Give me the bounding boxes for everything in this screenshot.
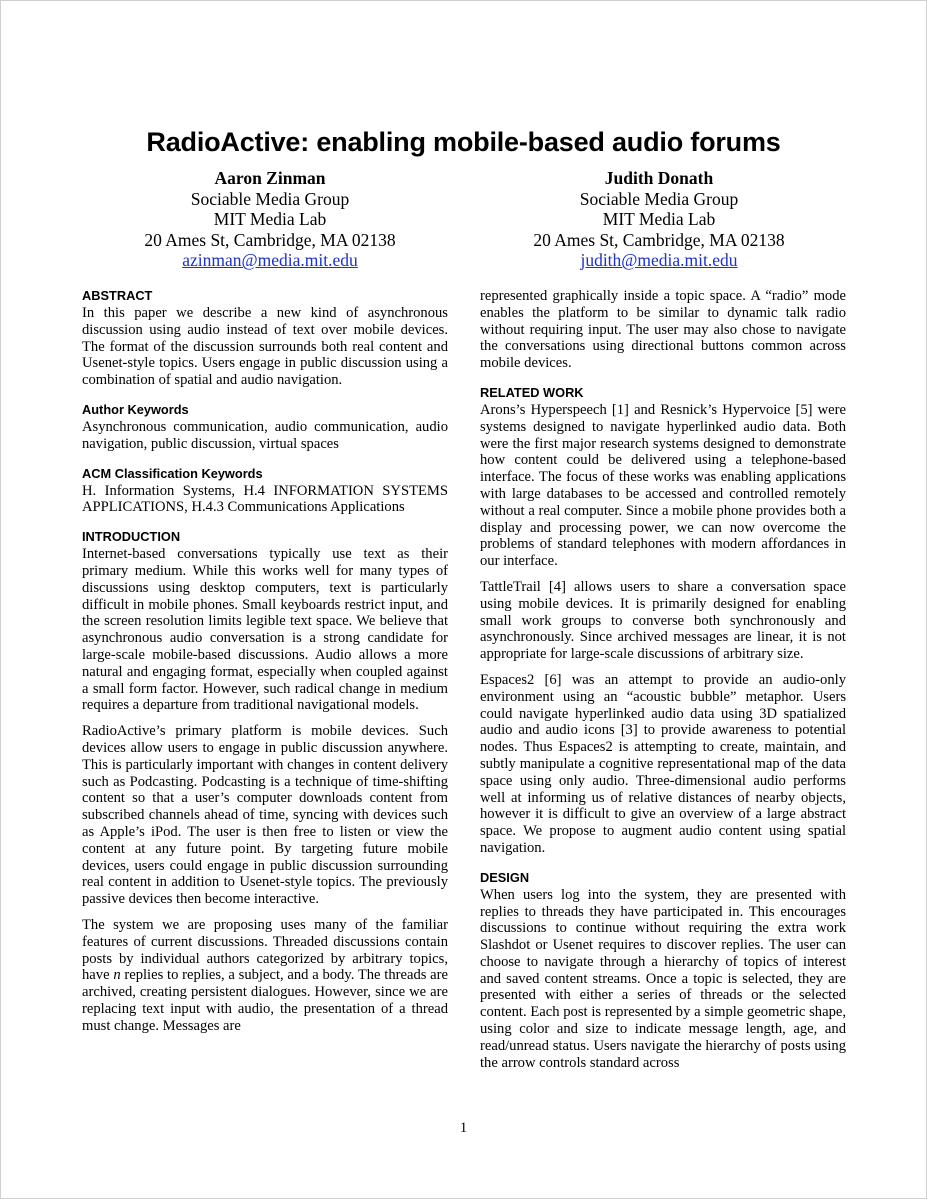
author-institution: MIT Media Lab (213, 209, 327, 230)
author-institution: MIT Media Lab (602, 209, 716, 230)
introduction-heading: INTRODUCTION (82, 529, 181, 545)
introduction-paragraph: Internet-based conversations typically use text as their primary medium. While this works well for many types of discussions using desktop computers, text is particularly difficult in mobile phones. Small keyboards restrict input, and the screen resolution limits legible text space. We believe that asynchronous audio conversation is a strong candidate for large-scale mobile-based discussions. Audio allows a more natural and engaging format, especially when coupled against a small form factor. However, such radical change in medium requires a departure from traditional navigational models. (82, 546, 448, 714)
introduction-paragraph (82, 917, 448, 1035)
author-address: 20 Ames St, Cambridge, MA 02138 (144, 229, 396, 250)
design-section (480, 870, 846, 1072)
left-column (82, 288, 448, 1047)
acm-keywords-text: H. Information Systems, H.4 INFORMATION SYSTEMS APPLICATIONS, H.4.3 Communications Applications (82, 482, 448, 516)
introduction-paragraph: RadioActive’s primary platform is mobile devices. Such devices allow users to engage in public discussion anywhere. This is particularly important with changes in content delivery such as Podcasting. Podcasting is a technique of time-shifting content so that a user’s computer downloads content from subscribed channels ahead of time, syncing with devices such as Apple’s iPod. The user is then free to listen or view the content at any future point. By targeting future mobile devices, users could engage in public discussion surrounding real content in addition to Usenet-style topics. The previously passive devices then become interactive. (82, 723, 448, 908)
author-block-2 (509, 168, 809, 271)
related-work-section (480, 385, 846, 857)
abstract-heading: ABSTRACT (82, 288, 153, 303)
abstract-text: In this paper we describe a new kind of asynchronous discussion using audio instead of text over mobile devices. The format of the discussion surrounds both real content and Usenet-style topics. Users engage in public discussion using a combination of spatial and audio navigation. (82, 305, 448, 389)
author-email-link[interactable]: judith@media.mit.edu (580, 250, 738, 271)
author-keywords-section (82, 402, 448, 453)
author-block-1 (120, 168, 420, 271)
paragraph-text: replies to replies, a subject, and a body. The threads are archived, creating persistent dialogues. However, since we are replacing text input with audio, the presentation of a thread must change. Messages are (82, 967, 448, 1034)
related-work-paragraph: Espaces2 [6] was an attempt to provide an audio-only environment using an “acoustic bubble” metaphor. Users could navigate hyperlinked audio data using 3D spatialized audio and audio icons [3] to provide awareness to potential nodes. Thus Espaces2 is attempting to create, maintain, and subtly manipulate a cognitive representational map of the data space using only audio. Three-dimensional audio performs well at informing us of relative distances of nearby objects, however it is difficult to give an overview of a large abstract space. We propose to augment audio content using spatial navigation. (480, 671, 846, 856)
related-work-heading: RELATED WORK (480, 384, 584, 400)
right-column (480, 288, 846, 1084)
related-work-paragraph: TattleTrail [4] allows users to share a conversation space using mobile devices. It is primarily designed for enabling small work groups to converse both synchronously and asynchronously. Since archived messages are linear, it is not appropriate for large-scale discussions of arbitrary size. (480, 578, 846, 663)
acm-keywords-heading: ACM Classification Keywords (82, 465, 263, 481)
author-group: Sociable Media Group (190, 188, 350, 209)
author-keywords-heading: Author Keywords (82, 401, 189, 417)
design-paragraph: When users log into the system, they are presented with replies to threads they have participated in. This encourages discussions to continue without requiring the extra work Slashdot or Usenet requires to discover replies. The user can choose to navigate through a hierarchy of topics of interest and saved content streams. Once a topic is selected, they are presented with either a series of threads or the selected content. Each post is represented by a simple geometric shape, using color and size to indicate message length, age, and read/unread status. Users navigate the hierarchy of posts using the arrow controls standard across (480, 886, 846, 1071)
introduction-section (82, 529, 448, 1034)
introduction-paragraph: represented graphically inside a topic space. A “radio” mode enables the platform to be similar to dynamic talk radio without requiring input. The user may also chose to navigate the conversations using directional buttons common across mobile devices. (480, 288, 846, 372)
abstract-section (82, 288, 448, 389)
paper-title: RadioActive: enabling mobile-based audio forums (146, 127, 781, 157)
introduction-continued (480, 288, 846, 372)
author-name: Judith Donath (604, 168, 714, 188)
author-email-link[interactable]: azinman@media.mit.edu (182, 250, 358, 271)
author-address: 20 Ames St, Cambridge, MA 02138 (533, 229, 785, 250)
author-group: Sociable Media Group (579, 188, 739, 209)
page-number: 1 (459, 1120, 468, 1136)
author-name: Aaron Zinman (214, 168, 326, 188)
related-work-paragraph: Arons’s Hyperspeech [1] and Resnick’s Hypervoice [5] were systems designed to navigate hyperlinked audio data. Both were the first major research systems designed to demonstrate how content could be delivered using a telephone-based interface. The focus of these works was enabling applications with large databases to be accessed and controlled remotely without a real computer. Since a mobile phone provides both a display and processing power, we can now overcome the problems of standard telephones with modern affordances in our interface. (480, 401, 846, 570)
design-heading: DESIGN (480, 869, 530, 885)
acm-keywords-section (82, 466, 448, 517)
author-keywords-text: Asynchronous communication, audio communication, audio navigation, public discussion, virtual spaces (82, 418, 448, 452)
italic-n: n (113, 967, 121, 984)
paragraph-text: The system we are proposing uses many of the familiar features of current discussions. Threaded discussions contain posts by individual authors categorized by arbitrary topics, have (82, 916, 448, 984)
